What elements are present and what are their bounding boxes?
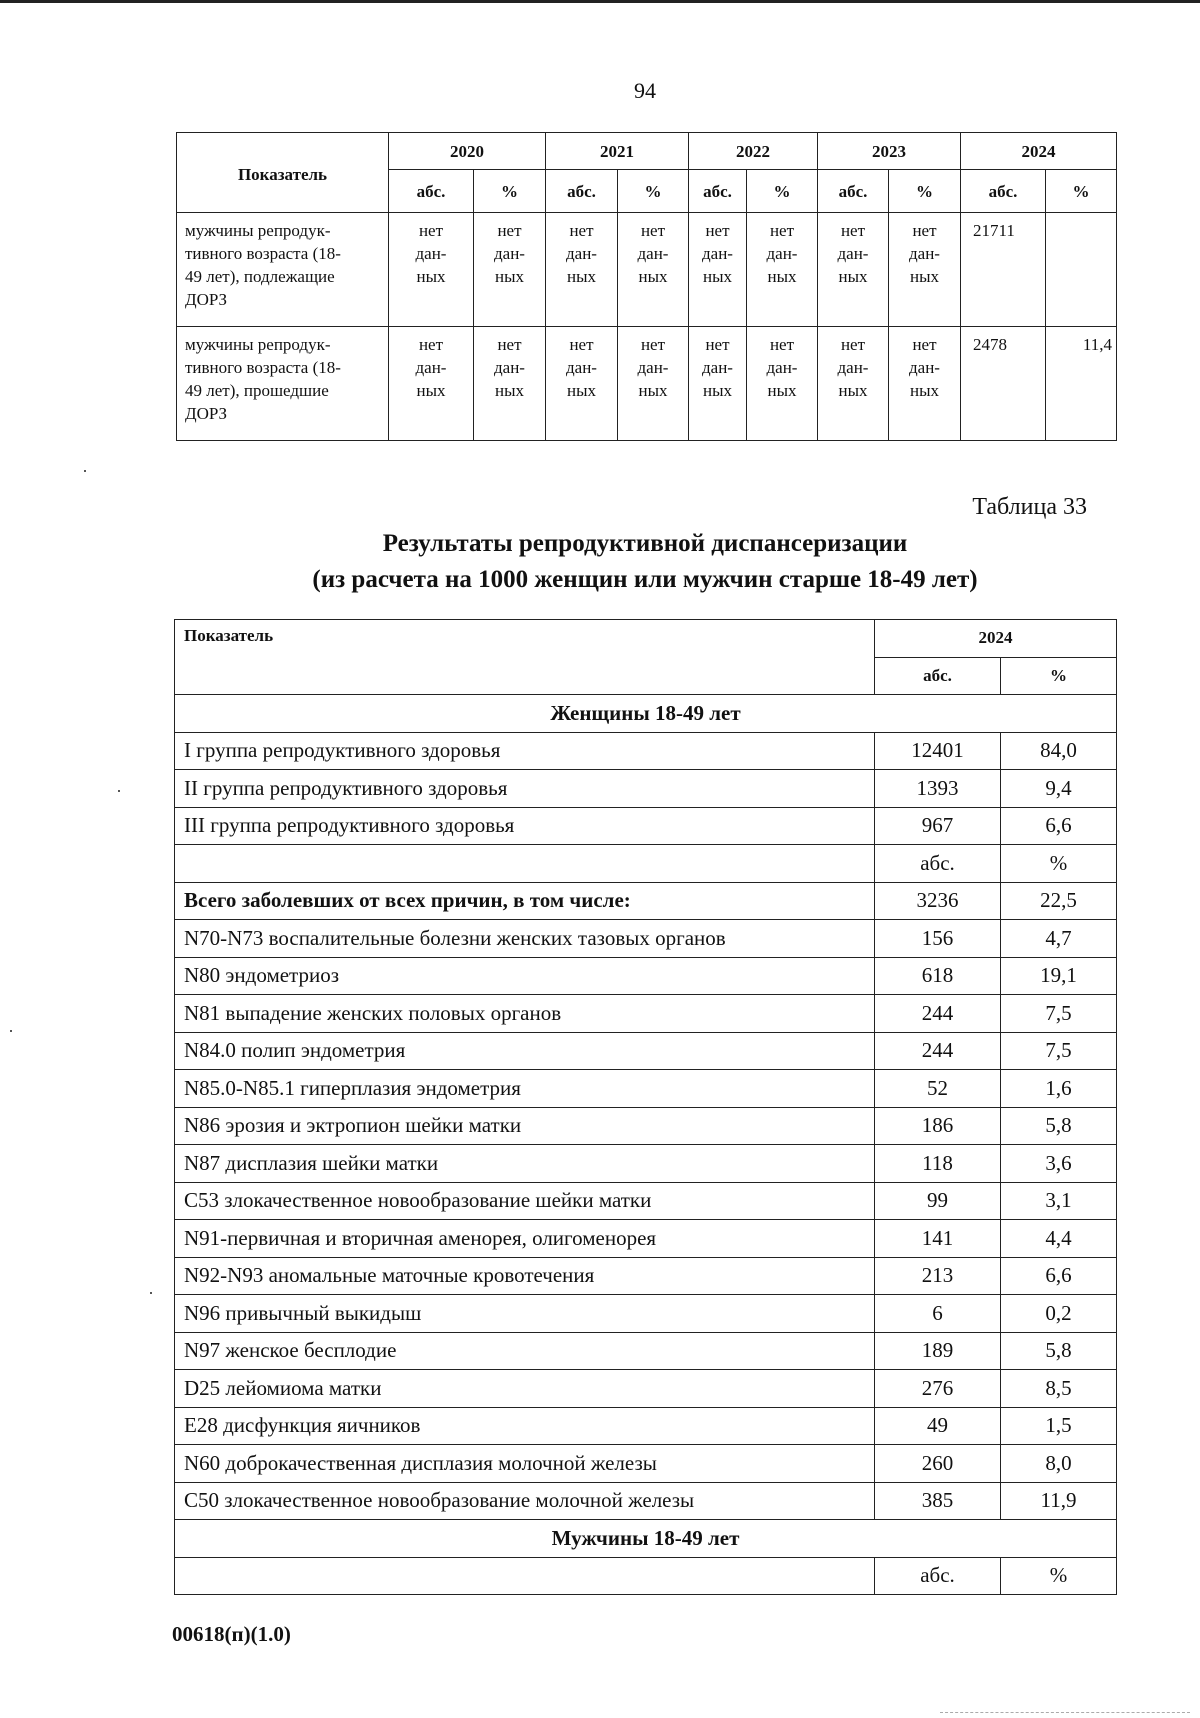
scan-speck (10, 1030, 12, 1032)
abs-value: 244 (875, 995, 1001, 1033)
abs-value: 49 (875, 1407, 1001, 1445)
disease-row (175, 1482, 1117, 1520)
abs-header: абс. (875, 657, 1001, 695)
abs-value: 3236 (875, 882, 1001, 920)
abs-value: абс. (875, 1557, 1001, 1595)
subheader-row (175, 1557, 1117, 1595)
disease-row (175, 1145, 1117, 1183)
group-row (175, 807, 1117, 845)
disease-row (175, 995, 1117, 1033)
abs-header: абс. (818, 170, 889, 213)
row-label: III группа репродуктивного здоровья (175, 807, 875, 845)
table-row (177, 327, 1117, 441)
abs-value: 12401 (875, 732, 1001, 770)
row-indicator: мужчины репродук- тивного возраста (18- 49 лет), подлежащие ДОРЗ (177, 213, 389, 327)
disease-row (175, 1220, 1117, 1258)
total-row (175, 882, 1117, 920)
table-cell: нет дан- ных (546, 327, 618, 441)
abs-header: абс. (689, 170, 747, 213)
scan-speck (118, 790, 120, 792)
abs-value: 213 (875, 1257, 1001, 1295)
table-cell: нет дан- ных (689, 327, 747, 441)
year-header: 2024 (961, 133, 1117, 170)
scan-edge-line (0, 0, 1200, 3)
pct-header: % (618, 170, 689, 213)
abs-value: 967 (875, 807, 1001, 845)
table-cell: нет дан- ных (389, 327, 474, 441)
disease-row (175, 1370, 1117, 1408)
pct-value: 4,7 (1001, 920, 1117, 958)
indicator-header: Показатель (177, 133, 389, 213)
abs-value: 118 (875, 1145, 1001, 1183)
table-men-dorz (176, 132, 1117, 441)
table-title (0, 526, 1200, 598)
page-number: 94 (634, 78, 656, 103)
section-men: Мужчины 18-49 лет (175, 1520, 1117, 1558)
pct-value: 84,0 (1001, 732, 1117, 770)
section-row (175, 1520, 1117, 1558)
disease-row (175, 1295, 1117, 1333)
abs-value: 244 (875, 1032, 1001, 1070)
abs-value: 260 (875, 1445, 1001, 1483)
row-label: N70-N73 воспалительные болезни женских тазовых органов (175, 920, 875, 958)
pct-value: 3,6 (1001, 1145, 1117, 1183)
pct-value: 9,4 (1001, 770, 1117, 808)
disease-row (175, 920, 1117, 958)
table-title-line: Результаты репродуктивной диспансеризации (382, 530, 908, 557)
pct-header: % (1046, 170, 1117, 213)
pct-value: 7,5 (1001, 1032, 1117, 1070)
disease-row (175, 1032, 1117, 1070)
pct-value: 6,6 (1001, 807, 1117, 845)
row-label: Всего заболевших от всех причин, в том числе: (175, 882, 875, 920)
abs-value: 52 (875, 1070, 1001, 1108)
pct-value: 7,5 (1001, 995, 1117, 1033)
row-label: D25 лейомиома матки (175, 1370, 875, 1408)
year-header: 2024 (875, 620, 1117, 658)
abs-value: 189 (875, 1332, 1001, 1370)
table-cell: 21711 (961, 213, 1046, 327)
table-title-line: (из расчета на 1000 женщин или мужчин старше 18-49 лет) (312, 566, 978, 593)
pct-header: % (474, 170, 546, 213)
disease-row (175, 1070, 1117, 1108)
disease-row (175, 1107, 1117, 1145)
pct-value: 5,8 (1001, 1332, 1117, 1370)
year-header: 2023 (818, 133, 961, 170)
table-cell: нет дан- ных (689, 213, 747, 327)
pct-value: 3,1 (1001, 1182, 1117, 1220)
pct-value: 1,5 (1001, 1407, 1117, 1445)
row-label: С50 злокачественное новообразование молочной железы (175, 1482, 875, 1520)
row-label: N86 эрозия и эктропион шейки матки (175, 1107, 875, 1145)
table-cell: нет дан- ных (546, 213, 618, 327)
row-label: N97 женское бесплодие (175, 1332, 875, 1370)
table-cell: нет дан- ных (618, 327, 689, 441)
scan-speck (150, 1292, 152, 1294)
table-cell: нет дан- ных (747, 213, 818, 327)
table-row (177, 213, 1117, 327)
pct-value: 19,1 (1001, 957, 1117, 995)
year-header: 2020 (389, 133, 546, 170)
scan-speck (84, 470, 86, 472)
pct-value: 22,5 (1001, 882, 1117, 920)
abs-header: абс. (389, 170, 474, 213)
abs-value: 618 (875, 957, 1001, 995)
row-indicator: мужчины репродук- тивного возраста (18- 49 лет), прошедшие ДОРЗ (177, 327, 389, 441)
table-cell: нет дан- ных (818, 213, 889, 327)
table-number: Таблица 33 (972, 494, 1087, 520)
pct-value: 8,0 (1001, 1445, 1117, 1483)
disease-row (175, 957, 1117, 995)
row-label: II группа репродуктивного здоровья (175, 770, 875, 808)
abs-value: 141 (875, 1220, 1001, 1258)
group-row (175, 732, 1117, 770)
disease-row (175, 1407, 1117, 1445)
row-label: I группа репродуктивного здоровья (175, 732, 875, 770)
disease-row (175, 1332, 1117, 1370)
abs-value: 385 (875, 1482, 1001, 1520)
pct-header: % (747, 170, 818, 213)
abs-header: абс. (546, 170, 618, 213)
table-reproductive-results (174, 619, 1117, 1595)
table-cell: нет дан- ных (889, 213, 961, 327)
abs-value: 156 (875, 920, 1001, 958)
row-label: N92-N93 аномальные маточные кровотечения (175, 1257, 875, 1295)
pct-value: 0,2 (1001, 1295, 1117, 1333)
table-cell: нет дан- ных (474, 213, 546, 327)
table-cell: 11,4 (1046, 327, 1117, 441)
row-label (175, 845, 875, 883)
year-header: 2022 (689, 133, 818, 170)
group-row (175, 770, 1117, 808)
table-cell: нет дан- ных (618, 213, 689, 327)
row-label (175, 1557, 875, 1595)
pct-value: 1,6 (1001, 1070, 1117, 1108)
pct-value: % (1001, 1557, 1117, 1595)
pct-value: 11,9 (1001, 1482, 1117, 1520)
abs-value: 99 (875, 1182, 1001, 1220)
year-header: 2021 (546, 133, 689, 170)
row-label: N81 выпадение женских половых органов (175, 995, 875, 1033)
table-cell: нет дан- ных (818, 327, 889, 441)
scan-edge-line-bottom (940, 1712, 1190, 1714)
abs-value: 6 (875, 1295, 1001, 1333)
row-label: N96 привычный выкидыш (175, 1295, 875, 1333)
row-label: С53 злокачественное новообразование шейки матки (175, 1182, 875, 1220)
row-label: N60 доброкачественная дисплазия молочной железы (175, 1445, 875, 1483)
pct-value: 5,8 (1001, 1107, 1117, 1145)
pct-value: 8,5 (1001, 1370, 1117, 1408)
row-label: N84.0 полип эндометрия (175, 1032, 875, 1070)
abs-header: абс. (961, 170, 1046, 213)
row-label: N91-первичная и вторичная аменорея, олигоменорея (175, 1220, 875, 1258)
row-label: E28 дисфункция яичников (175, 1407, 875, 1445)
document-code: 00618(п)(1.0) (172, 1622, 291, 1646)
row-label: N87 дисплазия шейки матки (175, 1145, 875, 1183)
pct-header: % (889, 170, 961, 213)
abs-value: 186 (875, 1107, 1001, 1145)
row-label: N80 эндометриоз (175, 957, 875, 995)
pct-value: 6,6 (1001, 1257, 1117, 1295)
table-cell: 2478 (961, 327, 1046, 441)
row-label: N85.0-N85.1 гиперплазия эндометрия (175, 1070, 875, 1108)
disease-row (175, 1445, 1117, 1483)
disease-row (175, 1257, 1117, 1295)
table-cell: нет дан- ных (474, 327, 546, 441)
disease-row (175, 1182, 1117, 1220)
abs-value: 1393 (875, 770, 1001, 808)
subheader-row (175, 845, 1117, 883)
table-cell: нет дан- ных (747, 327, 818, 441)
abs-value: абс. (875, 845, 1001, 883)
indicator-header: Показатель (175, 620, 875, 695)
table-cell (1046, 213, 1117, 327)
abs-value: 276 (875, 1370, 1001, 1408)
table-cell: нет дан- ных (889, 327, 961, 441)
table-cell: нет дан- ных (389, 213, 474, 327)
pct-header: % (1001, 657, 1117, 695)
section-women: Женщины 18-49 лет (175, 695, 1117, 733)
pct-value: 4,4 (1001, 1220, 1117, 1258)
pct-value: % (1001, 845, 1117, 883)
